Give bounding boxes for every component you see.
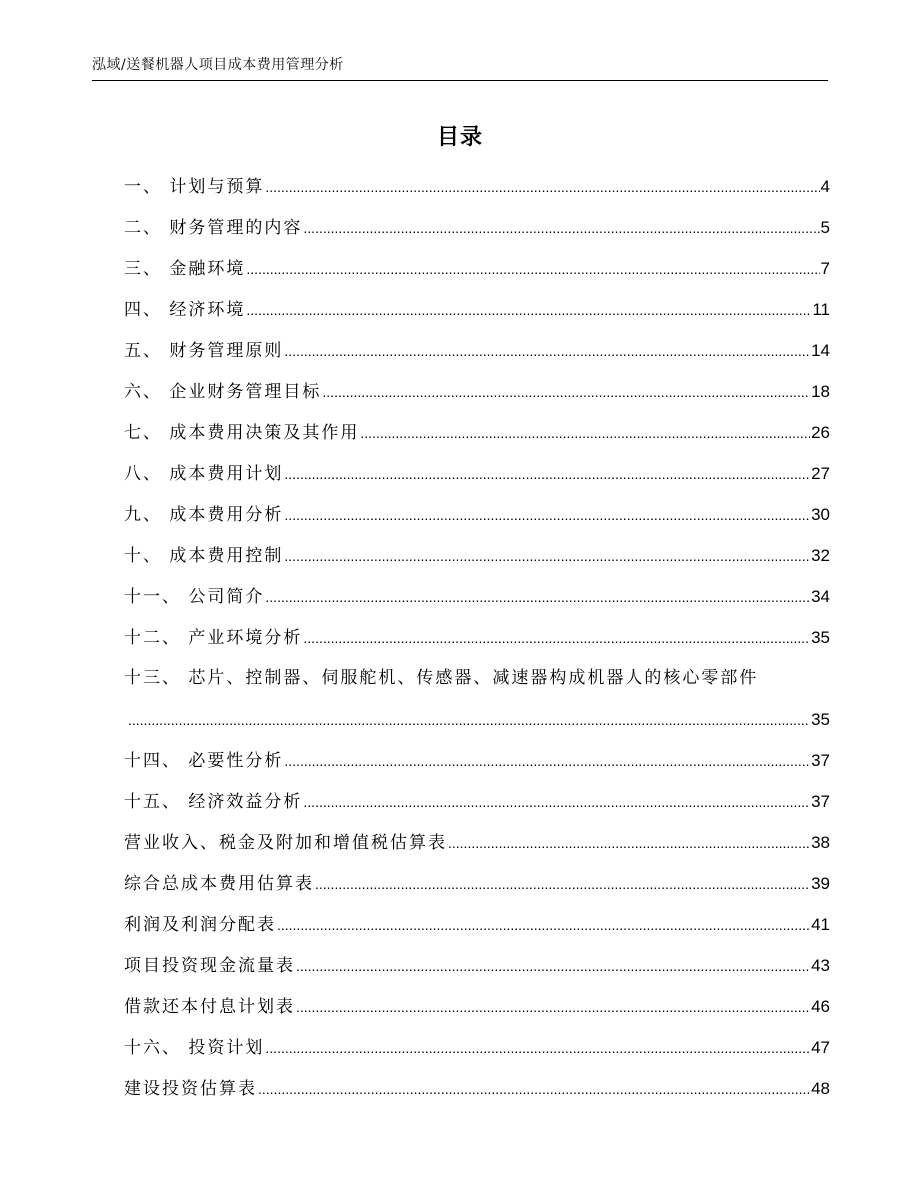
toc-dot-leader [284,495,810,536]
toc-entry[interactable] [124,576,830,617]
toc-entry-title: 建设投资估算表 [124,1079,257,1099]
toc-entry[interactable] [124,822,830,863]
toc-entry[interactable] [124,617,830,658]
table-of-contents [124,166,830,1109]
toc-entry[interactable] [124,453,830,494]
header-divider [92,80,828,81]
toc-entry-page: 4 [820,177,830,196]
toc-entry-page: 11 [812,300,830,319]
toc-entry-page: 47 [811,1038,830,1057]
toc-entry-page: 5 [820,218,830,237]
toc-entry-title: 公司简介 [188,587,265,607]
toc-entry-title: 借款还本付息计划表 [124,997,295,1017]
toc-dot-leader [296,946,810,987]
toc-entry[interactable] [124,289,830,330]
toc-entry[interactable] [124,166,830,207]
toc-entry-number: 十、 [124,546,170,566]
toc-entry-title: 成本费用控制 [169,546,284,566]
toc-dot-leader [303,208,819,249]
toc-entry-number: 四、 [124,300,170,320]
toc-dot-leader [284,454,810,495]
toc-dot-leader [128,700,810,741]
toc-dot-leader [265,577,810,618]
toc-entry-page: 43 [811,956,830,975]
toc-entry-title: 成本费用计划 [169,464,284,484]
toc-entry-page: 35 [811,628,830,647]
toc-entry-title: 利润及利润分配表 [124,915,276,935]
toc-entry-page: 30 [811,505,830,524]
toc-entry-title: 综合总成本费用估算表 [124,874,314,894]
toc-dot-leader [246,249,819,290]
toc-entry-number: 十三、 [124,668,189,688]
toc-entry-number: 二、 [124,218,170,238]
toc-entry-page: 46 [811,997,830,1016]
toc-entry-page: 7 [820,259,830,278]
toc-dot-leader [265,167,819,208]
toc-entry[interactable] [124,207,830,248]
toc-entry-page: 26 [811,423,830,442]
toc-entry-page: 18 [811,382,830,401]
toc-entry-page: 48 [811,1079,830,1098]
toc-dot-leader [284,741,810,782]
toc-entry-number: 十六、 [124,1038,189,1058]
toc-entry[interactable] [124,412,830,453]
toc-entry[interactable] [124,535,830,576]
toc-entry-title: 成本费用分析 [169,505,284,525]
toc-entry[interactable] [124,863,830,904]
toc-dot-leader [303,782,810,823]
toc-entry[interactable] [124,945,830,986]
toc-entry-title: 投资计划 [188,1038,265,1058]
toc-dot-leader [246,290,811,331]
toc-dot-leader [315,864,810,905]
toc-entry-page: 34 [811,587,830,606]
toc-dot-leader [277,905,810,946]
toc-entry-title: 成本费用决策及其作用 [169,423,360,443]
toc-entry-number: 三、 [124,259,170,279]
toc-entry-title: 企业财务管理目标 [169,382,322,402]
toc-entry-number: 十一、 [124,587,189,607]
toc-dot-leader [258,1069,810,1110]
toc-entry-page: 32 [811,546,830,565]
toc-entry[interactable] [124,494,830,535]
toc-entry-number: 十五、 [124,792,189,812]
toc-entry-title: 财务管理的内容 [169,218,303,238]
toc-entry-number: 一、 [124,177,170,197]
toc-entry-title: 产业环境分析 [188,628,303,648]
toc-entry-page: 41 [811,915,830,934]
toc-dot-leader [296,987,810,1028]
toc-entry-title: 营业收入、税金及附加和增值税估算表 [124,833,447,853]
toc-entry-number: 十四、 [124,751,189,771]
toc-entry-number: 六、 [124,382,170,402]
toc-dot-leader [322,372,810,413]
toc-entry-title: 经济效益分析 [188,792,303,812]
toc-entry-title: 项目投资现金流量表 [124,956,295,976]
toc-entry[interactable] [124,740,830,781]
toc-entry-title: 经济环境 [169,300,246,320]
toc-entry-page: 38 [811,833,830,852]
toc-entry[interactable] [124,330,830,371]
toc-entry-page: 27 [811,464,830,483]
toc-entry-page: 35 [811,710,830,729]
toc-entry[interactable] [124,1027,830,1068]
toc-entry-title: 芯片、控制器、伺服舵机、传感器、减速器构成机器人的核心零部件 [188,668,759,688]
toc-entry-number: 九、 [124,505,170,525]
toc-entry[interactable] [124,658,830,740]
toc-entry-title: 财务管理原则 [169,341,284,361]
running-header: 泓域/送餐机器人项目成本费用管理分析 [92,57,344,73]
toc-entry-page: 14 [811,341,830,360]
toc-entry[interactable] [124,986,830,1027]
toc-dot-leader [265,1028,810,1069]
toc-entry-page: 39 [811,874,830,893]
toc-title: 目录 [436,125,483,150]
toc-entry-number: 十二、 [124,628,189,648]
toc-entry-title: 计划与预算 [169,177,265,197]
toc-entry-number: 七、 [124,423,170,443]
toc-entry-title: 金融环境 [169,259,246,279]
toc-entry-page: 37 [811,792,830,811]
toc-entry-number: 五、 [124,341,170,361]
toc-dot-leader [303,618,810,659]
toc-entry[interactable] [124,1068,830,1109]
toc-dot-leader [284,536,810,577]
toc-dot-leader [284,331,810,372]
toc-entry-number: 八、 [124,464,170,484]
toc-entry[interactable] [124,904,830,945]
toc-entry[interactable] [124,371,830,412]
toc-entry[interactable] [124,781,830,822]
toc-entry-page: 37 [811,751,830,770]
toc-entry-title: 必要性分析 [188,751,284,771]
toc-dot-leader [448,823,810,864]
toc-entry[interactable] [124,248,830,289]
toc-dot-leader [360,413,810,454]
